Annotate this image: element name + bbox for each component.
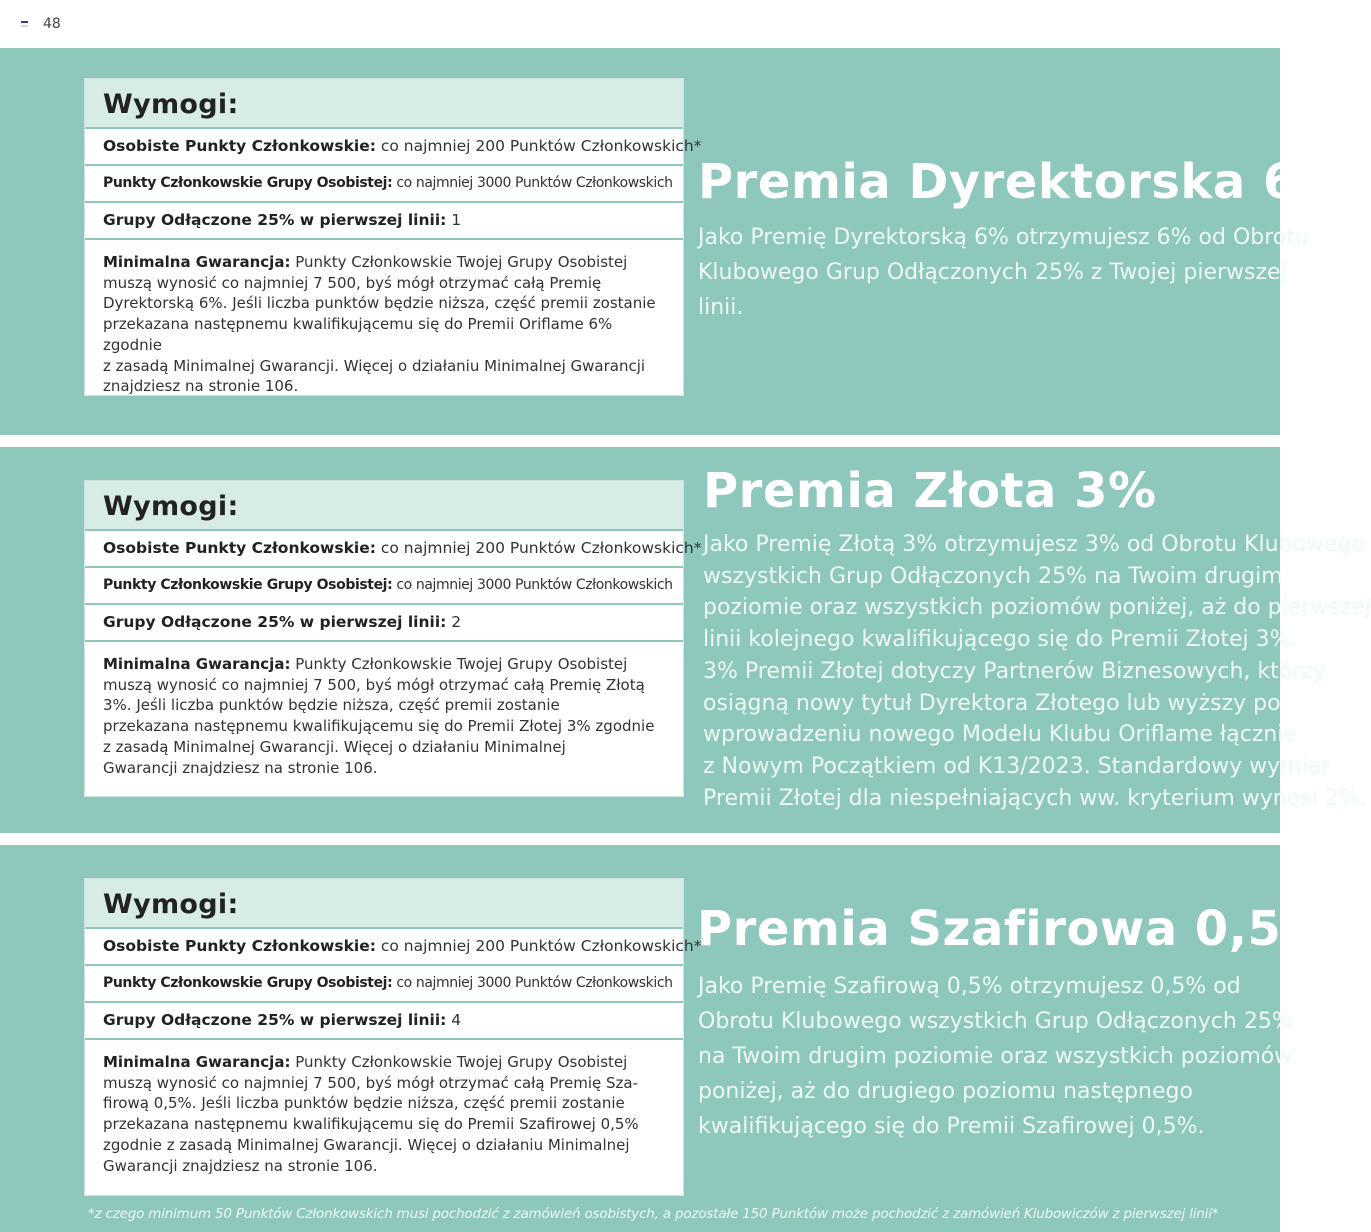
footnote: *z czego minimum 50 Punktów Członkowskich musi pochodzić z zamówień osobistych, a pozostałe 150 Punktów może pochodzić z zamówień Klubowiczów z pierwszej linii* [88, 1206, 1219, 1222]
description-line: Premii Złotej dla niespełniających ww. kryterium wynosi 2%. [703, 785, 1367, 811]
guarantee-line: muszą wynosić co najmniej 7 500, byś mógł otrzymać całą Premię Sza- [103, 1073, 638, 1092]
premium-description [698, 969, 1293, 1144]
guarantee-line: 3%. Jeśli liczba punktów będzie niższa, część premii zostanie [103, 696, 560, 715]
description-line: Jako Premię Złotą 3% otrzymujesz 3% od Obrotu Klubowego [703, 532, 1365, 557]
guarantee-line: Dyrektorską 6%. Jeśli liczba punktów będzie niższa, część premii zostanie [103, 294, 656, 313]
detached-groups-row [85, 203, 683, 240]
personal-points-row [85, 531, 702, 568]
row-value: co najmniej 3000 Punktów Członkowskich [392, 175, 673, 191]
section-sapphire-premium [0, 845, 1330, 1232]
menu-icon[interactable] [21, 21, 28, 29]
requirements-card [85, 79, 702, 396]
row-label: Osobiste Punkty Członkowskie: [103, 137, 376, 155]
row-value: co najmniej 3000 Punktów Członkowskich [392, 577, 673, 593]
row-value: 4 [446, 1011, 462, 1029]
personal-points-row [85, 129, 702, 166]
row-value: 2 [446, 613, 462, 631]
guarantee-label: Minimalna Gwarancja: [103, 1053, 291, 1071]
requirements-card [85, 481, 702, 796]
description-line: wprowadzeniu nowego Modelu Klubu Oriflame łącznie [703, 722, 1297, 748]
row-label: Grupy Odłączone 25% w pierwszej linii: [103, 1011, 447, 1029]
group-points-row [85, 966, 683, 1003]
description-line: Jako Premię Dyrektorską 6% otrzymujesz 6% od Obrotu [698, 225, 1309, 250]
row-label: Punkty Członkowskie Grupy Osobistej: [103, 175, 393, 191]
minimum-guarantee [85, 642, 683, 792]
description-line: z Nowym Początkiem od K13/2023. Standardowy wymiar [703, 753, 1331, 779]
requirements-title: Wymogi: [103, 491, 239, 522]
description-line: kwalifikującego się do Premii Szafirowej 0,5%. [698, 1114, 1205, 1139]
row-value: co najmniej 200 Punktów Członkowskich* [375, 539, 702, 557]
row-label: Punkty Członkowskie Grupy Osobistej: [103, 975, 393, 991]
premium-description [703, 529, 1371, 814]
guarantee-label: Minimalna Gwarancja: [103, 655, 291, 673]
top-bar [0, 0, 1280, 48]
row-label: Osobiste Punkty Członkowskie: [103, 539, 376, 557]
premium-title: Premia Dyrektorska 6% [698, 154, 1346, 210]
group-points-row [85, 166, 683, 203]
description-line: na Twoim drugim poziomie oraz wszystkich poziomów [698, 1044, 1293, 1069]
guarantee-line: firową 0,5%. Jeśli liczba punktów będzie niższa, część premii zostanie [103, 1094, 625, 1113]
guarantee-line: muszą wynosić co najmniej 7 500, byś mógł otrzymać całą Premię Złotą [103, 675, 645, 694]
requirements-title: Wymogi: [103, 889, 239, 920]
guarantee-line: Punkty Członkowskie Twojej Grupy Osobistej [290, 253, 628, 271]
description-line: wszystkich Grup Odłączonych 25% na Twoim drugim [703, 563, 1283, 589]
description-line: Jako Premię Szafirową 0,5% otrzymujesz 0,5% od [698, 974, 1241, 999]
section-director-premium [0, 48, 1346, 435]
personal-points-row [85, 929, 702, 966]
guarantee-label: Minimalna Gwarancja: [103, 253, 291, 271]
row-value: 1 [446, 211, 462, 229]
description-line: linii kolejnego kwalifikującego się do Premii Złotej 3%. [703, 627, 1298, 653]
description-line: osiągną nowy tytuł Dyrektora Złotego lub wyższy po [703, 690, 1281, 716]
guarantee-line: Gwarancji znajdziesz na stronie 106. [103, 1156, 378, 1175]
requirements-header [85, 79, 683, 129]
premium-title: Premia Złota 3% [703, 463, 1157, 519]
description-line: Obrotu Klubowego wszystkich Grup Odłączonych 25% [698, 1009, 1293, 1034]
row-value: co najmniej 200 Punktów Członkowskich* [375, 137, 702, 155]
section-gold-premium [0, 447, 1371, 833]
requirements-title: Wymogi: [103, 89, 239, 120]
guarantee-line: Punkty Członkowskie Twojej Grupy Osobistej [290, 655, 628, 673]
guarantee-line: przekazana następnemu kwalifikującemu się do Premii Złotej 3% zgodnie [103, 717, 655, 736]
premium-description [698, 220, 1309, 325]
detached-groups-row [85, 605, 683, 642]
minimum-guarantee [85, 1040, 683, 1190]
description-line: Klubowego Grup Odłączonych 25% z Twojej pierwszej [698, 260, 1287, 285]
row-label: Osobiste Punkty Członkowskie: [103, 937, 376, 955]
guarantee-line: przekazana następnemu kwalifikującemu się do Premii Szafirowej 0,5% [103, 1115, 639, 1134]
description-line: poniżej, aż do drugiego poziomu następnego [698, 1079, 1193, 1104]
detached-groups-row [85, 1003, 683, 1040]
requirements-header [85, 879, 683, 929]
description-line: linii. [698, 295, 744, 320]
row-label: Punkty Członkowskie Grupy Osobistej: [103, 577, 393, 593]
guarantee-line: muszą wynosić co najmniej 7 500, byś mógł otrzymać całą Premię [103, 273, 602, 292]
description-line: poziomie oraz wszystkich poziomów poniżej, aż do pierwszej [703, 595, 1371, 621]
guarantee-line: Gwarancji znajdziesz na stronie 106. [103, 758, 378, 777]
row-label: Grupy Odłączone 25% w pierwszej linii: [103, 613, 447, 631]
description-line: 3% Premii Złotej dotyczy Partnerów Biznesowych, którzy [703, 658, 1326, 684]
row-label: Grupy Odłączone 25% w pierwszej linii: [103, 211, 447, 229]
row-value: co najmniej 200 Punktów Członkowskich* [375, 937, 702, 955]
requirements-header [85, 481, 683, 531]
minimum-guarantee [85, 240, 683, 411]
guarantee-line: Punkty Członkowskie Twojej Grupy Osobistej [290, 1053, 628, 1071]
guarantee-line: z zasadą Minimalnej Gwarancji. Więcej o działaniu Minimalnej [103, 737, 566, 756]
row-value: co najmniej 3000 Punktów Członkowskich [392, 975, 673, 991]
guarantee-line: znajdziesz na stronie 106. [103, 377, 299, 396]
guarantee-line: z zasadą Minimalnej Gwarancji. Więcej o działaniu Minimalnej Gwarancji [103, 356, 646, 375]
premium-title: Premia Szafirowa 0,5% [697, 901, 1330, 957]
group-points-row [85, 568, 683, 605]
guarantee-line: zgodnie z zasadą Minimalnej Gwarancji. Więcej o działaniu Minimalnej [103, 1135, 630, 1154]
requirements-card [85, 879, 702, 1195]
guarantee-line: przekazana następnemu kwalifikującemu się do Premii Oriflame 6% zgodnie [103, 315, 613, 354]
page-number: 48 [43, 16, 61, 32]
